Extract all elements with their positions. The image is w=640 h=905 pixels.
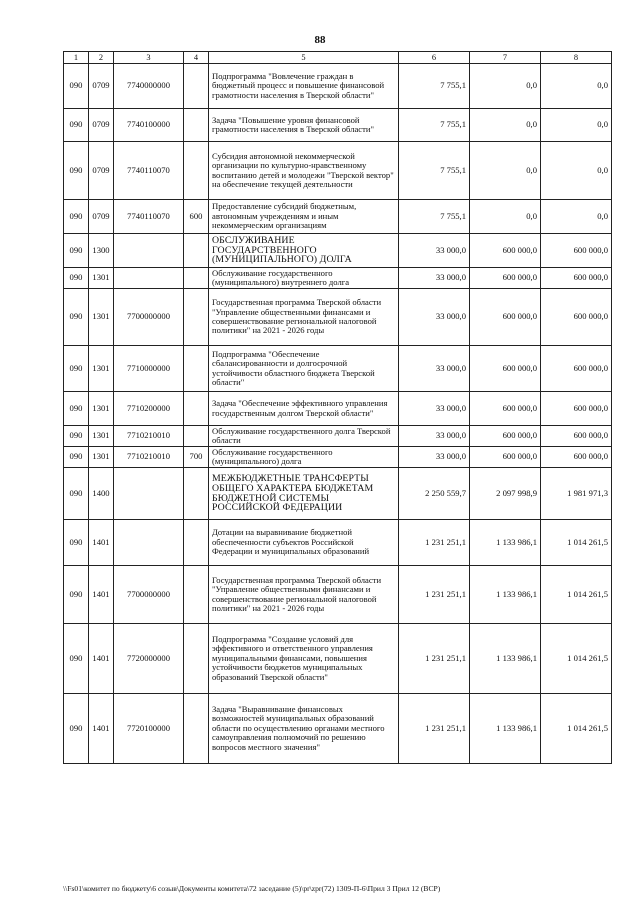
expense-type-cell: [184, 468, 209, 520]
amount-year-2-cell: 600 000,0: [470, 234, 541, 268]
amount-year-2-cell: 600 000,0: [470, 426, 541, 447]
table-row: [64, 234, 612, 268]
column-header: 3: [114, 52, 184, 64]
target-article-cell: 7720100000: [114, 694, 184, 764]
page-number: 88: [314, 34, 326, 46]
target-article-cell: 7710210010: [114, 447, 184, 468]
amount-year-3-cell: 0,0: [541, 109, 612, 142]
name-cell: Предоставление субсидий бюджетным, автономным учреждениям и иным некоммерческим организациям: [209, 200, 399, 234]
target-article-cell: [114, 468, 184, 520]
table-row: [64, 426, 612, 447]
amount-year-2-cell: 2 097 998,9: [470, 468, 541, 520]
expense-type-cell: [184, 694, 209, 764]
amount-year-3-cell: 1 014 261,5: [541, 566, 612, 624]
name-cell: Обслуживание государственного долга Тверской области: [209, 426, 399, 447]
amount-year-3-cell: 1 014 261,5: [541, 520, 612, 566]
target-article-cell: 7740110070: [114, 200, 184, 234]
ministry-code-cell: 090: [64, 520, 89, 566]
name-cell: Субсидия автономной некоммерческой организации по культурно-нравственному воспитанию детей и молодежи "Тверской вектор" на обеспечение текущей деятельности: [209, 142, 399, 200]
table-row: [64, 447, 612, 468]
table-row: [64, 268, 612, 289]
amount-year-2-cell: 0,0: [470, 64, 541, 109]
section-code-cell: 1301: [89, 346, 114, 392]
target-article-cell: 7740100000: [114, 109, 184, 142]
section-code-cell: 1401: [89, 694, 114, 764]
amount-year-1-cell: 33 000,0: [399, 346, 470, 392]
table-row: [64, 392, 612, 426]
table-row: [64, 64, 612, 109]
expense-type-cell: [184, 566, 209, 624]
ministry-code-cell: 090: [64, 624, 89, 694]
target-article-cell: 7700000000: [114, 566, 184, 624]
amount-year-3-cell: 600 000,0: [541, 346, 612, 392]
table-row: [64, 109, 612, 142]
section-code-cell: 1301: [89, 447, 114, 468]
amount-year-1-cell: 2 250 559,7: [399, 468, 470, 520]
name-cell: Государственная программа Тверской области "Управление общественными финансами и совершенствование региональной налоговой политики" на 2021 - 2026 годы: [209, 566, 399, 624]
amount-year-1-cell: 33 000,0: [399, 289, 470, 346]
table-row: [64, 289, 612, 346]
table-row: [64, 346, 612, 392]
name-cell: МЕЖБЮДЖЕТНЫЕ ТРАНСФЕРТЫ ОБЩЕГО ХАРАКТЕРА БЮДЖЕТАМ БЮДЖЕТНОЙ СИСТЕМЫ РОССИЙСКОЙ ФЕДЕРАЦИИ: [209, 468, 399, 520]
amount-year-3-cell: 0,0: [541, 64, 612, 109]
expense-type-cell: [184, 142, 209, 200]
section-code-cell: 1400: [89, 468, 114, 520]
table-row: [64, 624, 612, 694]
expense-type-cell: [184, 109, 209, 142]
amount-year-1-cell: 7 755,1: [399, 200, 470, 234]
section-code-cell: 1301: [89, 289, 114, 346]
ministry-code-cell: 090: [64, 447, 89, 468]
expense-type-cell: [184, 289, 209, 346]
section-code-cell: 1301: [89, 392, 114, 426]
amount-year-1-cell: 1 231 251,1: [399, 624, 470, 694]
column-header: 6: [399, 52, 470, 64]
ministry-code-cell: 090: [64, 426, 89, 447]
section-code-cell: 1401: [89, 520, 114, 566]
name-cell: Задача "Повышение уровня финансовой грамотности населения в Тверской области": [209, 109, 399, 142]
table-row: [64, 520, 612, 566]
expense-type-cell: 600: [184, 200, 209, 234]
expense-type-cell: [184, 64, 209, 109]
section-code-cell: 0709: [89, 64, 114, 109]
target-article-cell: 7710000000: [114, 346, 184, 392]
amount-year-2-cell: 1 133 986,1: [470, 624, 541, 694]
amount-year-1-cell: 33 000,0: [399, 268, 470, 289]
amount-year-3-cell: 1 981 971,3: [541, 468, 612, 520]
target-article-cell: 7700000000: [114, 289, 184, 346]
section-code-cell: 0709: [89, 200, 114, 234]
column-header: 2: [89, 52, 114, 64]
amount-year-1-cell: 1 231 251,1: [399, 566, 470, 624]
amount-year-1-cell: 7 755,1: [399, 64, 470, 109]
section-code-cell: 1301: [89, 426, 114, 447]
table-row: [64, 200, 612, 234]
amount-year-1-cell: 33 000,0: [399, 234, 470, 268]
name-cell: Обслуживание государственного (муниципального) внутреннего долга: [209, 268, 399, 289]
column-header: 8: [541, 52, 612, 64]
expense-type-cell: [184, 392, 209, 426]
amount-year-3-cell: 600 000,0: [541, 268, 612, 289]
name-cell: ОБСЛУЖИВАНИЕ ГОСУДАРСТВЕННОГО (МУНИЦИПАЛЬНОГО) ДОЛГА: [209, 234, 399, 268]
section-code-cell: 1401: [89, 566, 114, 624]
expense-type-cell: [184, 624, 209, 694]
name-cell: Подпрограмма "Вовлечение граждан в бюджетный процесс и повышение финансовой грамотности населения в Тверской области": [209, 64, 399, 109]
expense-type-cell: [184, 426, 209, 447]
amount-year-2-cell: 600 000,0: [470, 289, 541, 346]
table-body: [64, 64, 612, 764]
amount-year-2-cell: 600 000,0: [470, 447, 541, 468]
column-header: 4: [184, 52, 209, 64]
ministry-code-cell: 090: [64, 200, 89, 234]
section-code-cell: 0709: [89, 142, 114, 200]
ministry-code-cell: 090: [64, 64, 89, 109]
amount-year-2-cell: 600 000,0: [470, 392, 541, 426]
target-article-cell: [114, 520, 184, 566]
footer-file-path: \\Fs01\комитет по бюджету\6 созыв\Документы комитета\72 заседание (5)\pr\zpr(72) 1309-П-6\Прил 3 Прил 12 (ВСР): [63, 884, 441, 893]
amount-year-3-cell: 600 000,0: [541, 447, 612, 468]
amount-year-2-cell: 1 133 986,1: [470, 694, 541, 764]
name-cell: Обслуживание государственного (муниципального) долга: [209, 447, 399, 468]
target-article-cell: 7740110070: [114, 142, 184, 200]
ministry-code-cell: 090: [64, 234, 89, 268]
section-code-cell: 0709: [89, 109, 114, 142]
ministry-code-cell: 090: [64, 346, 89, 392]
expense-type-cell: [184, 234, 209, 268]
amount-year-2-cell: 600 000,0: [470, 346, 541, 392]
ministry-code-cell: 090: [64, 392, 89, 426]
amount-year-3-cell: 1 014 261,5: [541, 694, 612, 764]
name-cell: Задача "Выравнивание финансовых возможностей муниципальных образований области по осуществлению органами местного самоуправления полномочий по решению вопросов местного значения": [209, 694, 399, 764]
ministry-code-cell: 090: [64, 109, 89, 142]
table-row: [64, 468, 612, 520]
section-code-cell: 1401: [89, 624, 114, 694]
column-header: 5: [209, 52, 399, 64]
table-row: [64, 566, 612, 624]
amount-year-1-cell: 1 231 251,1: [399, 520, 470, 566]
name-cell: Государственная программа Тверской области "Управление общественными финансами и совершенствование региональной налоговой политики" на 2021 - 2026 годы: [209, 289, 399, 346]
column-header: 7: [470, 52, 541, 64]
amount-year-1-cell: 33 000,0: [399, 447, 470, 468]
amount-year-1-cell: 33 000,0: [399, 426, 470, 447]
amount-year-1-cell: 7 755,1: [399, 109, 470, 142]
target-article-cell: 7710200000: [114, 392, 184, 426]
target-article-cell: [114, 234, 184, 268]
column-header: 1: [64, 52, 89, 64]
target-article-cell: 7740000000: [114, 64, 184, 109]
amount-year-3-cell: 1 014 261,5: [541, 624, 612, 694]
amount-year-3-cell: 600 000,0: [541, 392, 612, 426]
name-cell: Подпрограмма "Обеспечение сбалансированности и долгосрочной устойчивости областного бюджета Тверской области": [209, 346, 399, 392]
table-row: [64, 694, 612, 764]
expense-type-cell: [184, 346, 209, 392]
target-article-cell: [114, 268, 184, 289]
table-row: [64, 142, 612, 200]
amount-year-3-cell: 600 000,0: [541, 426, 612, 447]
amount-year-2-cell: 1 133 986,1: [470, 520, 541, 566]
target-article-cell: 7710210010: [114, 426, 184, 447]
ministry-code-cell: 090: [64, 289, 89, 346]
amount-year-1-cell: 7 755,1: [399, 142, 470, 200]
ministry-code-cell: 090: [64, 268, 89, 289]
ministry-code-cell: 090: [64, 142, 89, 200]
expense-type-cell: [184, 268, 209, 289]
budget-table: [63, 51, 612, 764]
amount-year-2-cell: 0,0: [470, 109, 541, 142]
amount-year-2-cell: 0,0: [470, 142, 541, 200]
name-cell: Подпрограмма "Создание условий для эффективного и ответственного управления муниципальными финансами, повышения устойчивости бюджетов муниципальных образований Тверской области": [209, 624, 399, 694]
name-cell: Задача "Обеспечение эффективного управления государственным долгом Тверской области": [209, 392, 399, 426]
expense-type-cell: [184, 520, 209, 566]
amount-year-2-cell: 1 133 986,1: [470, 566, 541, 624]
ministry-code-cell: 090: [64, 566, 89, 624]
amount-year-1-cell: 1 231 251,1: [399, 694, 470, 764]
ministry-code-cell: 090: [64, 468, 89, 520]
amount-year-3-cell: 600 000,0: [541, 234, 612, 268]
target-article-cell: 7720000000: [114, 624, 184, 694]
table-header-row: [64, 52, 612, 64]
amount-year-3-cell: 600 000,0: [541, 289, 612, 346]
amount-year-3-cell: 0,0: [541, 200, 612, 234]
expense-type-cell: 700: [184, 447, 209, 468]
section-code-cell: 1301: [89, 268, 114, 289]
amount-year-1-cell: 33 000,0: [399, 392, 470, 426]
amount-year-2-cell: 600 000,0: [470, 268, 541, 289]
amount-year-3-cell: 0,0: [541, 142, 612, 200]
amount-year-2-cell: 0,0: [470, 200, 541, 234]
ministry-code-cell: 090: [64, 694, 89, 764]
name-cell: Дотации на выравнивание бюджетной обеспеченности субъектов Российской Федерации и муниципальных образований: [209, 520, 399, 566]
section-code-cell: 1300: [89, 234, 114, 268]
